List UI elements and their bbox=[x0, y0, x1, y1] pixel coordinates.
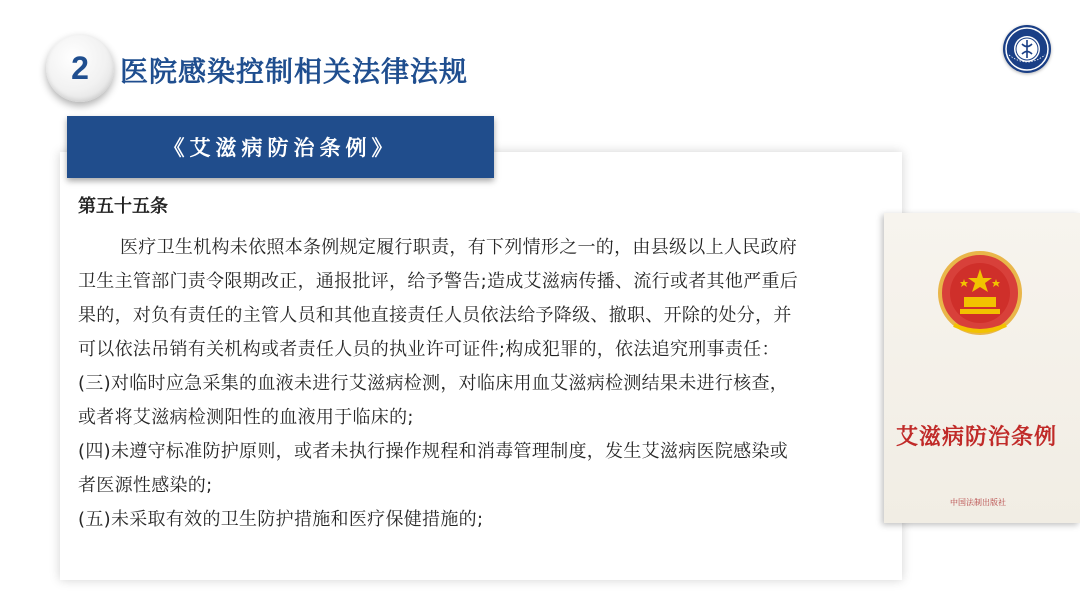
article-line: 卫生主管部门责令限期改正，通报批评，给予警告;造成艾滋病传播、流行或者其他严重后 bbox=[78, 271, 799, 292]
article-line: (五)未采取有效的卫生防护措施和医疗保健措施的; bbox=[78, 509, 484, 530]
article-line: (四)未遵守标准防护原则，或者未执行操作规程和消毒管理制度，发生艾滋病医院感染或 bbox=[78, 441, 789, 462]
book-cover-image bbox=[884, 213, 1080, 523]
regulation-banner-label: 《艾滋病防治条例》 bbox=[163, 136, 398, 160]
page-title: 医院感染控制相关法律法规 bbox=[120, 55, 469, 88]
book-publisher: 中国法制出版社 bbox=[950, 498, 1006, 507]
article-line: 者医源性感染的; bbox=[78, 475, 213, 496]
section-number-badge bbox=[46, 34, 114, 102]
article-line: 医疗卫生机构未依照本条例规定履行职责，有下列情形之一的，由县级以上人民政府 bbox=[120, 237, 798, 258]
national-emblem-icon bbox=[884, 213, 1080, 353]
article-title: 第五十五条 bbox=[78, 196, 168, 217]
article-line: (三)对临时应急采集的血液未进行艾滋病检测，对临床用血艾滋病检测结果未进行核查， bbox=[78, 373, 789, 394]
book-title: 艾滋病防治条例 bbox=[896, 424, 1058, 450]
article-line: 或者将艾滋病检测阳性的血液用于临床的; bbox=[78, 407, 414, 428]
article-line: 可以依法吊销有关机构或者责任人员的执业许可证件;构成犯罪的，依法追究刑事责任： bbox=[78, 339, 780, 360]
regulation-banner bbox=[67, 116, 494, 178]
article-line: 果的，对负有责任的主管人员和其他直接责任人员依法给予降级、撤职、开除的处分，并 bbox=[78, 305, 792, 326]
health-emblem-icon bbox=[1003, 25, 1051, 73]
section-number: 2 bbox=[71, 49, 89, 86]
